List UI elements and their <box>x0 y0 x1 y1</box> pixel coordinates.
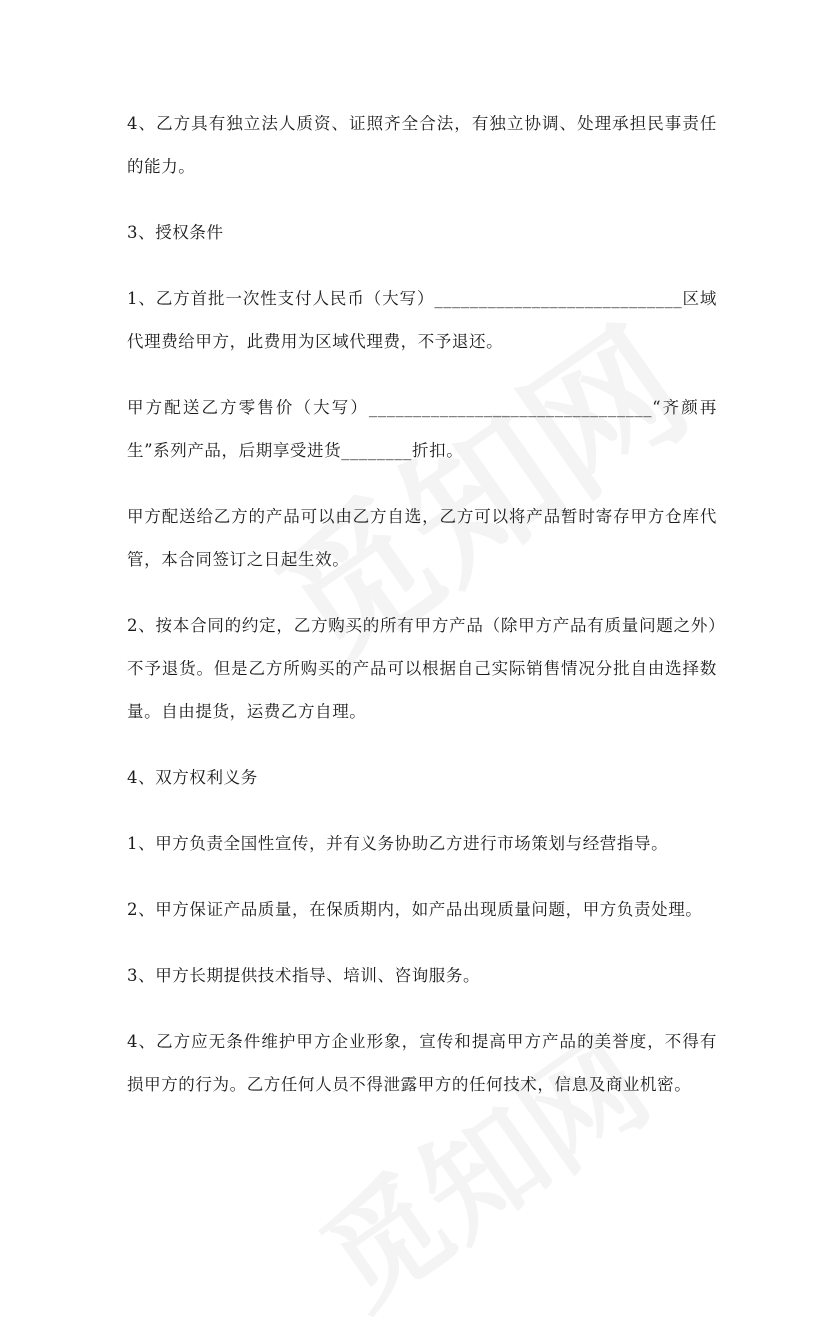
clause-retail-price: 甲方配送乙方零售价（大写）________________________________“齐颜再生”系列产品，后期享受进货________折扣。 <box>127 398 717 460</box>
duty-2-quality: 2、甲方保证产品质量，在保质期内，如产品出现质量问题，甲方负责处理。 <box>127 900 703 919</box>
clause-delivery: 甲方配送给乙方的产品可以由乙方自选，乙方可以将产品暂时寄存甲方仓库代管，本合同签订之日起生效。 <box>127 507 717 569</box>
clause-4-qualification: 4、乙方具有独立法人质资、证照齐全合法，有独立协调、处理承担民事责任的能力。 <box>127 114 717 176</box>
clause-2-no-return: 2、按本合同的约定，乙方购买的所有甲方产品（除甲方产品有质量问题之外）不予退货。但是乙方所购买的产品可以根据自己实际销售情况分批自由选择数量。自由提货，运费乙方自理。 <box>127 616 717 721</box>
section-4-heading: 4、双方权利义务 <box>127 768 258 787</box>
section-3-heading: 3、授权条件 <box>127 223 224 242</box>
duty-4-image: 4、乙方应无条件维护甲方企业形象，宣传和提高甲方产品的美誉度，不得有损甲方的行为。乙方任何人员不得泄露甲方的任何技术，信息及商业机密。 <box>127 1032 717 1094</box>
duty-3-support: 3、甲方长期提供技术指导、培训、咨询服务。 <box>127 966 481 985</box>
document-body <box>127 102 717 1129</box>
duty-1-promotion: 1、甲方负责全国性宣传，并有义务协助乙方进行市场策划与经营指导。 <box>127 834 669 853</box>
clause-1-fee: 1、乙方首批一次性支付人民币（大写）____________________________区域代理费给甲方，此费用为区域代理费，不予退还。 <box>127 289 717 351</box>
